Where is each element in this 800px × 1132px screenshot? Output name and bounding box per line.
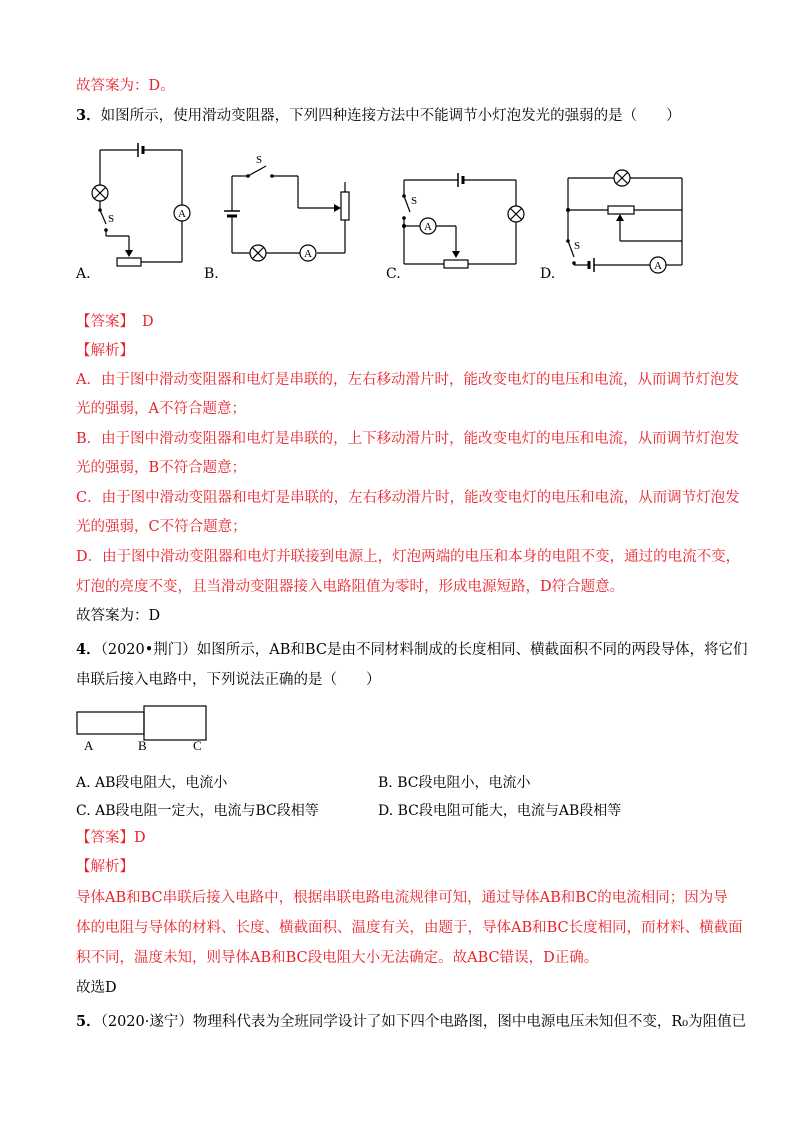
q3-analysis-line: 光的强弱，C不符合题意； <box>76 519 247 535</box>
q4-conclusion: 故选D <box>76 980 117 996</box>
q3-analysis-tag: 【解析】 <box>76 343 134 359</box>
q3-analysis-line: A．由于图中滑动变阻器和电灯是串联的，左右移动滑片时，能改变电灯的电压和电流，从而调节灯泡发 <box>76 372 739 388</box>
q3-option-a-label: A. <box>76 266 91 282</box>
q5-stem-text: （2020·遂宁）物理科代表为全班同学设计了如下四个电路图，图中电源电压未知但不变，R₀为阻值已 <box>100 1014 747 1030</box>
svg-text:S: S <box>256 154 263 166</box>
q4-analysis-line: 体的电阻与导体的材料、长度、横截面积、温度有关，由题于，导体AB和BC长度相同，而材料、横截面 <box>76 920 743 936</box>
previous-answer: 故答案为：D。 <box>76 78 175 94</box>
q3-circuit-c <box>398 170 528 275</box>
q3-analysis-line: 灯泡的亮度不变，且当滑动变阻器接入电路阻值为零时，形成电源短路，D符合题意。 <box>76 579 625 595</box>
q4-label-a: A <box>84 738 94 753</box>
q3-analysis-line: 光的强弱，B不符合题意； <box>76 460 247 476</box>
q5-number: 5． <box>76 1013 101 1030</box>
svg-text:S: S <box>411 195 418 207</box>
q4-label-b: B <box>138 738 147 753</box>
q4-analysis-tag: 【解析】 <box>76 859 134 875</box>
q4-stem-line2: 串联后接入电路中，下列说法正确的是（ ） <box>76 672 381 688</box>
ammeter-label: A <box>178 208 186 220</box>
q4-choice-d: D. BC段电阻可能大，电流与AB段相等 <box>378 803 622 819</box>
q3-stem-text: 如图所示，使用滑动变阻器，下列四种连接方法中不能调节小灯泡发光的强弱的是（ ） <box>100 108 681 124</box>
svg-text:A: A <box>304 248 312 260</box>
q4-analysis-line: 导体AB和BC串联后接入电路中，根据串联电路电流规律可知，通过导体AB和BC的电流相同；因为导 <box>76 890 728 906</box>
q3-circuit-b <box>220 148 360 273</box>
q3-analysis-line: C．由于图中滑动变阻器和电灯是串联的，左右移动滑片时，能改变电灯的电压和电流，从而调节灯泡发 <box>76 490 740 506</box>
q4-choice-a: A. AB段电阻大，电流小 <box>76 775 228 791</box>
q3-stem <box>76 106 681 126</box>
q3-option-d-label: D. <box>540 266 556 282</box>
q4-choice-b: B. BC段电阻小，电流小 <box>378 775 531 791</box>
switch-label: S <box>108 213 115 225</box>
q3-analysis-line: D．由于图中滑动变阻器和电灯并联接到电源上，灯泡两端的电压和本身的电阻不变，通过的电流不变， <box>76 549 741 565</box>
q3-answer <box>76 312 154 332</box>
q4-stem-line1 <box>76 640 747 660</box>
q4-analysis-line: 积不同，温度未知，则导体AB和BC段电阻大小无法确定。故ABC错误，D正确。 <box>76 950 599 966</box>
q4-number: 4． <box>76 641 101 658</box>
q3-answer-value: D <box>142 314 154 330</box>
q3-circuit-d <box>560 165 690 275</box>
q4-label-c: C <box>193 738 202 753</box>
q3-conclusion: 故答案为：D <box>76 608 161 624</box>
q4-answer <box>76 828 146 848</box>
q5-stem <box>76 1012 746 1032</box>
q3-option-b-label: B. <box>204 266 219 282</box>
q4-choice-c: C. AB段电阻一定大，电流与BC段相等 <box>76 803 319 819</box>
q4-stem-text: （2020•荆门）如图所示，AB和BC是由不同材料制成的长度相同、横截面积不同的两段导体，将它们 <box>100 642 748 658</box>
q3-number: 3． <box>76 107 101 124</box>
q3-analysis-line: B．由于图中滑动变阻器和电灯是串联的，上下移动滑片时，能改变电灯的电压和电流，从而调节灯泡发 <box>76 431 740 447</box>
q3-analysis-line: 光的强弱，A不符合题意； <box>76 401 246 417</box>
q3-answer-tag: 【答案】 <box>76 314 134 330</box>
q4-answer-tag: 【答案】 <box>76 830 134 846</box>
svg-text:S: S <box>574 240 581 252</box>
q3-circuit-a <box>86 140 196 275</box>
svg-text:A: A <box>654 260 662 272</box>
svg-text:A: A <box>424 221 432 233</box>
q3-option-c-label: C. <box>386 266 401 282</box>
q4-answer-value: D <box>134 830 146 846</box>
